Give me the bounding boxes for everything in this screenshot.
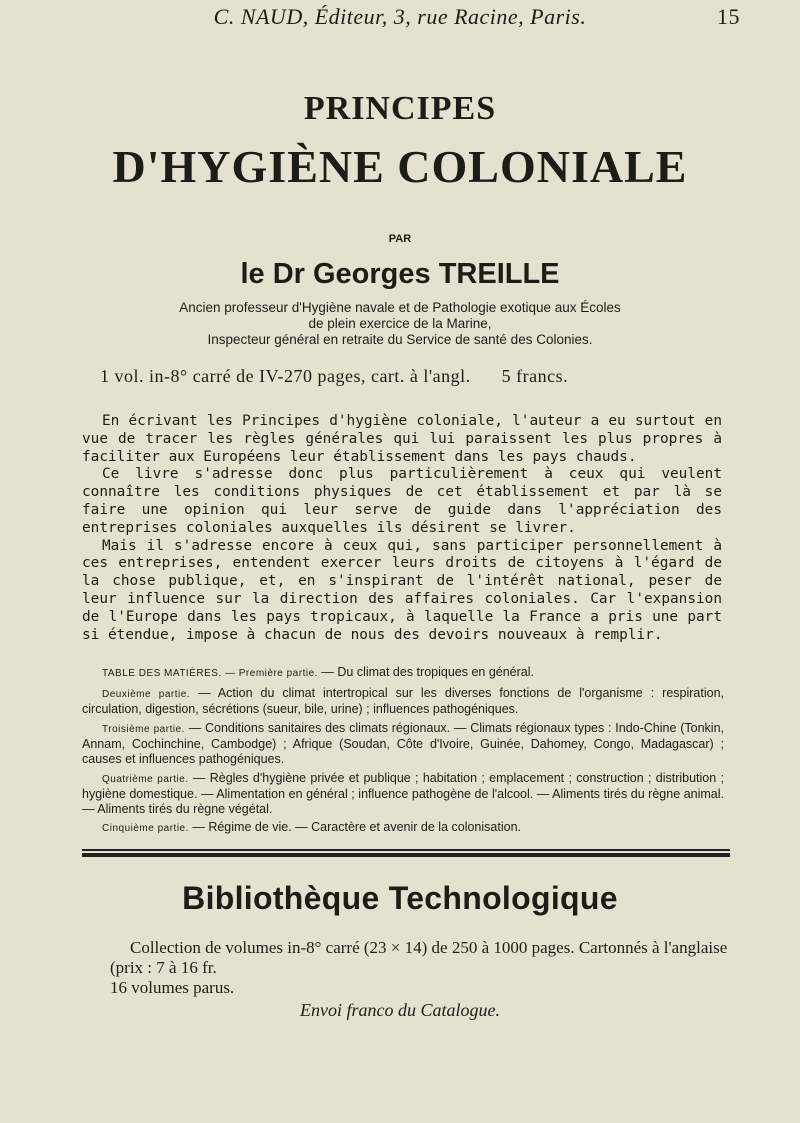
catalogue-note: Envoi franco du Catalogue. [300, 1000, 500, 1020]
toc-entry [82, 771, 724, 817]
toc-text: — Conditions sanitaires des climats régionaux. — Climats régionaux types : Indo-Chine (Tonkin, Annam, Cochinchine, Cambodge) ; Afrique (Soudan, Côte d'Ivoire, Guinée, Dahomey, Congo, Madagascar) ; causes et influences pathogéniques. [82, 720, 724, 766]
toc-entry [82, 665, 724, 682]
divider-rule [82, 849, 730, 851]
running-head [0, 4, 800, 30]
series-line: Collection de volumes in-8° carré (23 × 14) de 250 à 1000 pages. Cartonnés à l'anglaise (prix : 7 à 16 fr. [110, 938, 728, 977]
author-name: le Dr Georges TREILLE [240, 258, 560, 290]
book-description [82, 413, 722, 644]
toc-entry [82, 820, 724, 837]
divider-rule-thick [82, 853, 730, 857]
book-title-line2: D'HYGIÈNE COLONIALE [112, 141, 688, 192]
by-label: PAR [388, 233, 412, 245]
author-credentials [100, 300, 700, 348]
credential-line: Ancien professeur d'Hygiène navale et de Pathologie exotique aux Écoles [179, 300, 621, 315]
toc-label: Deuxième partie. [102, 688, 191, 700]
description-paragraph: En écrivant les Principes d'hygiène coloniale, l'auteur a eu surtout en vue de tracer les règles générales qui lui paraissent les plus propres à faciliter aux Européens leur établissement dans les pays chauds. [82, 413, 722, 465]
series-description [110, 938, 730, 998]
table-of-contents [82, 665, 724, 841]
description-paragraph: Ce livre s'adresse donc plus particulièrement à ceux qui veulent connaître les conditions physiques de cet établissement et par là se faire une opinion qui leur serve de guide dans l'appréciation des entreprises coloniales auxquelles ils désirent se livrer. [82, 466, 722, 536]
series-line: 16 volumes parus. [110, 978, 235, 997]
toc-label: Quatrième partie. [102, 773, 189, 785]
series-title: Bibliothèque Technologique [182, 880, 618, 916]
toc-text: — Action du climat intertropical sur les diverses fonctions de l'organisme : respiration, circulation, digestion, sécrétions (sueur, bile, urine) ; influences pathogéniques. [82, 685, 724, 717]
toc-label: Troisième partie. [102, 723, 185, 735]
toc-text: — Règles d'hygiène privée et publique ; habitation ; emplacement ; construction ; distribution ; hygiène domestique. — Alimentation en général ; influence pathogène de l'alcool. — Aliments tirés du règne animal. — Aliments tirés du règne végétal. [82, 770, 724, 816]
book-format [100, 366, 720, 387]
toc-entry [82, 721, 724, 767]
description-paragraph: Mais il s'adresse encore à ceux qui, sans participer personnellement à ces entreprises, entendent exercer leurs droits de citoyens à l'égard de la chose publique, et, en s'inspirant de l'intérêt national, peser de leur influence sur la direction des affaires coloniales. Car l'expansion de l'Europe dans les pays tropicaux, à laquelle la France a pris une part si étendue, impose à chacun de nous des devoirs nouveaux à remplir. [82, 537, 722, 643]
credential-line: Inspecteur général en retraite du Service de santé des Colonies. [207, 332, 593, 347]
page-number: 15 [717, 4, 740, 29]
toc-entry [82, 686, 724, 717]
toc-label: TABLE DES MATIÈRES. — Première partie. [102, 668, 318, 679]
toc-label: Cinquième partie. [102, 823, 189, 835]
format-text: 1 vol. in-8° carré de IV-270 pages, cart. à l'angl. [100, 366, 471, 386]
book-title-line1: PRINCIPES [303, 90, 497, 127]
toc-text: — Régime de vie. — Caractère et avenir de la colonisation. [192, 820, 521, 835]
publisher-line: C. NAUD, Éditeur, 3, rue Racine, Paris. [213, 4, 587, 29]
credential-line: de plein exercice de la Marine, [308, 316, 492, 331]
toc-text: — Du climat des tropiques en général. [321, 665, 535, 679]
book-price: 5 francs. [501, 366, 569, 386]
